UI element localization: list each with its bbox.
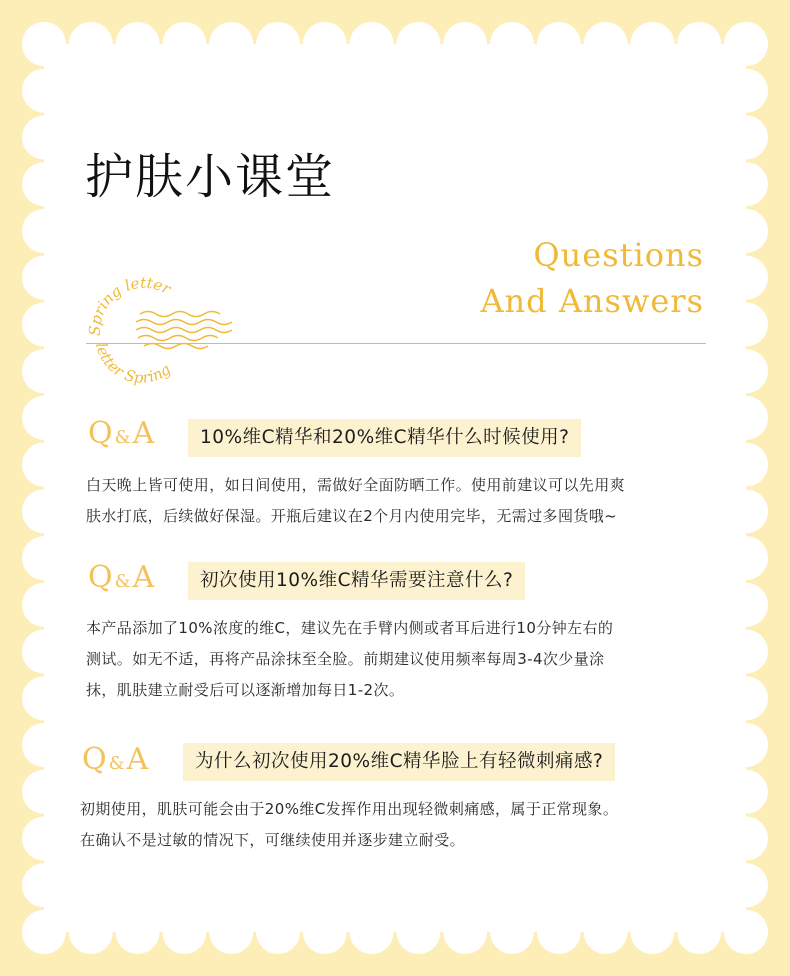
spring-letter-stamp-icon <box>78 266 238 396</box>
card-scallop <box>724 443 768 487</box>
qa-a-letter: A <box>126 742 149 777</box>
card-scallop <box>537 22 581 66</box>
answer-2 <box>86 613 706 706</box>
qa-a-letter: A <box>132 560 155 595</box>
card-scallop <box>22 162 66 206</box>
card-scallop <box>69 910 113 954</box>
qa-mark-1 <box>88 416 154 451</box>
card-scallop <box>22 209 66 253</box>
qa-amp: & <box>114 571 131 592</box>
card-scallop <box>22 69 66 113</box>
card-scallop <box>490 910 534 954</box>
card-scallop <box>677 910 721 954</box>
card-scallop <box>630 22 674 66</box>
card-scallop <box>22 443 66 487</box>
card-scallop <box>490 22 534 66</box>
qa-q-letter: Q <box>88 416 113 451</box>
answer-2-line-3: 抹，肌肤建立耐受后可以逐渐增加每日1-2次。 <box>86 681 405 699</box>
card-scallop <box>22 863 66 907</box>
card-scallop <box>22 302 66 346</box>
card-scallop <box>22 910 66 954</box>
qa-amp: & <box>114 427 131 448</box>
card-scallop <box>22 676 66 720</box>
answer-1-line-1: 白天晚上皆可使用，如日间使用，需做好全面防晒工作。使用前建议可以先用爽 <box>86 476 626 494</box>
answer-1-line-2: 肤水打底，后续做好保湿。开瓶后建议在2个月内使用完毕，无需过多囤货哦~ <box>86 507 618 525</box>
card-scallop <box>209 22 253 66</box>
card-scallop <box>162 22 206 66</box>
card-scallop <box>162 910 206 954</box>
card-scallop <box>22 817 66 861</box>
questions-heading: Questions <box>533 236 704 274</box>
card-scallop <box>396 910 440 954</box>
card-scallop <box>724 69 768 113</box>
card-scallop <box>22 256 66 300</box>
card-scallop <box>724 489 768 533</box>
heading-divider <box>86 343 706 344</box>
card-scallop <box>724 115 768 159</box>
answer-2-line-2: 测试。如无不适，再将产品涂抹至全脸。前期建议使用频率每周3-4次少量涂 <box>86 650 605 668</box>
card-scallop <box>350 22 394 66</box>
card-scallop <box>22 583 66 627</box>
card-scallop <box>22 630 66 674</box>
qa-q-letter: Q <box>82 742 107 777</box>
card-scallop <box>724 817 768 861</box>
card-scallop <box>22 770 66 814</box>
answer-3 <box>80 794 700 856</box>
card-scallop <box>116 910 160 954</box>
answer-3-line-1: 初期使用，肌肤可能会由于20%维C发挥作用出现轻微刺痛感，属于正常现象。 <box>80 800 619 818</box>
card-scallop <box>209 910 253 954</box>
card-scallop <box>724 723 768 767</box>
card-scallop <box>724 583 768 627</box>
answer-1 <box>86 470 706 532</box>
card-scallop <box>303 22 347 66</box>
qa-amp: & <box>108 753 125 774</box>
card-scallop <box>22 22 66 66</box>
card-scallop <box>724 396 768 440</box>
page-title: 护肤小课堂 <box>85 149 336 205</box>
card-scallop <box>303 910 347 954</box>
card-scallop <box>22 536 66 580</box>
card-scallop <box>537 910 581 954</box>
card-scallop <box>584 22 628 66</box>
card-scallop <box>69 22 113 66</box>
card-scallop <box>22 115 66 159</box>
qa-mark-2 <box>88 560 154 595</box>
card-scallop <box>116 22 160 66</box>
card-scallop <box>630 910 674 954</box>
card-scallop <box>724 162 768 206</box>
card-scallop <box>584 910 628 954</box>
card-scallop <box>724 302 768 346</box>
question-1: 10%维C精华和20%维C精华什么时候使用? <box>188 419 581 457</box>
card-scallop <box>724 676 768 720</box>
answer-2-line-1: 本产品添加了10%浓度的维C，建议先在手臂内侧或者耳后进行10分钟左右的 <box>86 619 614 637</box>
card-scallop <box>443 910 487 954</box>
card-scallop <box>724 256 768 300</box>
question-2: 初次使用10%维C精华需要注意什么? <box>188 562 525 600</box>
card-scallop <box>350 910 394 954</box>
card-scallop <box>724 863 768 907</box>
question-3: 为什么初次使用20%维C精华脸上有轻微刺痛感? <box>183 743 615 781</box>
card-scallop <box>22 489 66 533</box>
card-scallop <box>724 349 768 393</box>
card-scallop <box>724 630 768 674</box>
answer-3-line-2: 在确认不是过敏的情况下，可继续使用并逐步建立耐受。 <box>80 831 466 849</box>
card-scallop <box>22 349 66 393</box>
card-scallop <box>256 910 300 954</box>
card-scallop <box>677 22 721 66</box>
card-scallop <box>256 22 300 66</box>
stamp-text-bottom: letter Spring <box>92 341 175 387</box>
card-scallop <box>724 536 768 580</box>
card-scallop <box>443 22 487 66</box>
card-scallop <box>724 770 768 814</box>
card-scallop <box>724 910 768 954</box>
qa-mark-3 <box>82 742 148 777</box>
qa-q-letter: Q <box>88 560 113 595</box>
answers-heading: And Answers <box>480 282 704 320</box>
card-scallop <box>22 396 66 440</box>
qa-a-letter: A <box>132 416 155 451</box>
card-scallop <box>396 22 440 66</box>
card-scallop <box>724 209 768 253</box>
card-scallop <box>724 22 768 66</box>
stamp-text-top: Spring letter <box>85 273 174 337</box>
card-scallop <box>22 723 66 767</box>
